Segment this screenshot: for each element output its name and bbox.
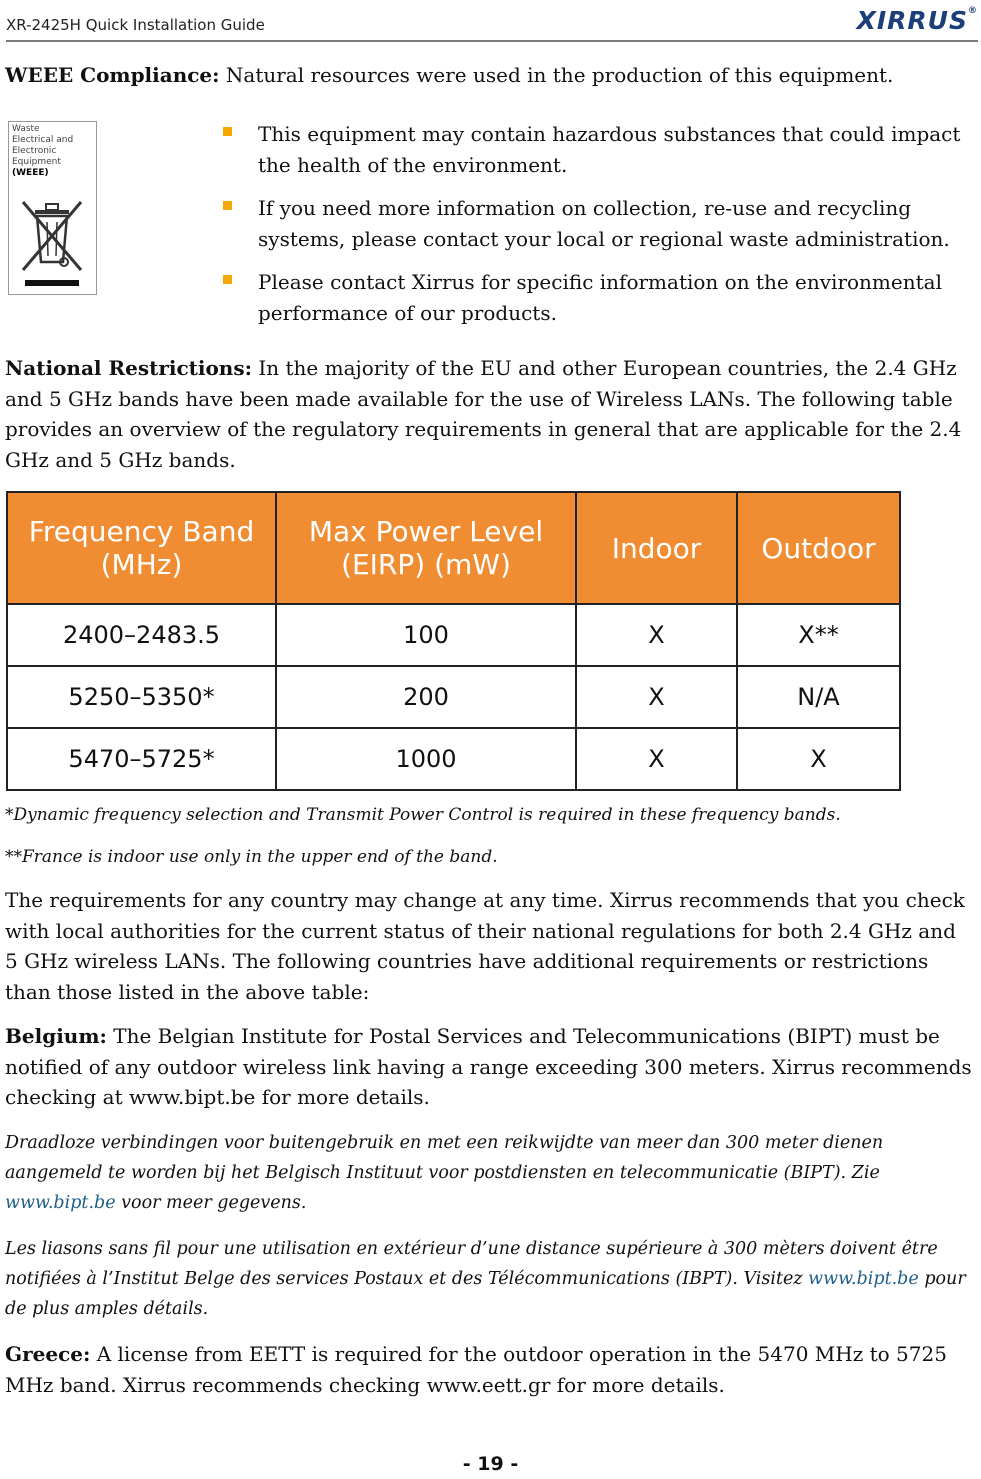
page-header xyxy=(6,0,978,42)
national-restrictions-paragraph xyxy=(5,353,973,475)
requirements-paragraph: The requirements for any country may change at any time. Xirrus recommends that you check with local authorities for the current status of their national regulations for both 2.4 GHz and 5 GHz wireless LANs. The following countries have additional requirements or restrictions than those listed in the above table: xyxy=(5,888,965,1004)
table-cell: X xyxy=(576,604,737,666)
belgium-label: Belgium: xyxy=(5,1024,107,1048)
weee-icon-text xyxy=(12,124,94,179)
french-text-end: pour de plus amples détails. xyxy=(5,1269,966,1319)
weee-icon-line: Waste xyxy=(12,124,40,134)
list-item xyxy=(220,119,970,180)
weee-bullet-list xyxy=(220,119,970,341)
french-text: Les liasons sans fil pour une utilisation en extérieur d’une distance supérieure à 300 mèters doivent être notifiées à l’Institut Belge des services Postaux et des Télécommunications (IBPT). Visitez xyxy=(5,1239,938,1289)
belgium-dutch-paragraph xyxy=(5,1128,970,1218)
table-cell: 1000 xyxy=(276,728,576,790)
table-header-cell: Outdoor xyxy=(737,492,900,604)
national-text: In the majority of the EU and other European countries, the 2.4 GHz and 5 GHz bands have been made available for the use of Wireless LANs. The following table provides an overview of the regulatory requirements in general that are applicable for the 2.4 GHz and 5 GHz bands. xyxy=(5,356,962,472)
weee-text: Natural resources were used in the production of this equipment. xyxy=(225,63,894,87)
frequency-table xyxy=(6,491,901,791)
crossed-bin-icon xyxy=(17,192,87,290)
table-cell: X xyxy=(737,728,900,790)
bullet-text: This equipment may contain hazardous substances that could impact the health of the environment. xyxy=(258,122,961,177)
bullet-text: Please contact Xirrus for specific information on the environmental performance of our products. xyxy=(258,270,942,325)
table-header-cell: Max Power Level (EIRP) (mW) xyxy=(276,492,576,604)
national-label: National Restrictions: xyxy=(5,356,252,380)
belgium-french-paragraph xyxy=(5,1234,970,1324)
weee-icon-line: Electronic xyxy=(12,146,57,156)
bullet-square-icon xyxy=(223,127,232,136)
greece-label: Greece: xyxy=(5,1342,91,1366)
weee-icon-line: (WEEE) xyxy=(12,168,49,178)
list-item xyxy=(220,267,970,328)
belgium-text: The Belgian Institute for Postal Services and Telecommunications (BIPT) must be notified of any outdoor wireless link having a range exceeding 300 meters. Xirrus recommends checking at www.bipt.be for more details. xyxy=(5,1024,972,1109)
weee-bin-icon xyxy=(8,121,97,295)
logo-trademark: ® xyxy=(968,6,978,16)
bipt-link[interactable]: www.bipt.be xyxy=(808,1269,919,1289)
bipt-link[interactable]: www.bipt.be xyxy=(5,1193,116,1213)
table-cell: 5250–5350* xyxy=(7,666,276,728)
footnote-mark: * xyxy=(5,805,14,825)
table-row xyxy=(7,728,900,790)
table-cell: X xyxy=(576,728,737,790)
xirrus-logo xyxy=(857,6,978,35)
table-cell: 200 xyxy=(276,666,576,728)
greece-text: A license from EETT is required for the outdoor operation in the 5470 MHz to 5725 MHz band. Xirrus recommends checking www.eett.gr for more details. xyxy=(5,1342,947,1397)
table-cell: 100 xyxy=(276,604,576,666)
table-row xyxy=(7,604,900,666)
table-cell: N/A xyxy=(737,666,900,728)
page-number: - 19 - xyxy=(462,1453,519,1475)
bullet-square-icon xyxy=(223,275,232,284)
table-cell: 5470–5725* xyxy=(7,728,276,790)
header-title: XR-2425H Quick Installation Guide xyxy=(6,16,265,34)
bullet-text: If you need more information on collection, re-use and recycling systems, please contact your local or regional waste administration. xyxy=(258,196,950,251)
weee-label: WEEE Compliance: xyxy=(5,63,220,87)
belgium-paragraph xyxy=(5,1021,973,1113)
greece-paragraph xyxy=(5,1339,973,1400)
footnote-france: **France is indoor use only in the upper end of the band. xyxy=(5,847,498,867)
bullet-square-icon xyxy=(223,201,232,210)
dutch-text: Draadloze verbindingen voor buitengebruik en met een reikwijdte van meer dan 300 meter dienen aangemeld te worden bij het Belgisch Instituut voor postdiensten en telecommunicatie (BIPT). Zie xyxy=(5,1133,884,1183)
weee-icon-line: Equipment xyxy=(12,157,61,167)
table-cell: X xyxy=(576,666,737,728)
table-header-cell: Frequency Band (MHz) xyxy=(7,492,276,604)
footnote-dfs-text: Dynamic frequency selection and Transmit Power Control is required in these frequency bands. xyxy=(13,805,841,825)
table-cell: 2400–2483.5 xyxy=(7,604,276,666)
weee-icon-line: Electrical and xyxy=(12,135,74,145)
table-header-cell: Indoor xyxy=(576,492,737,604)
weee-paragraph xyxy=(5,60,973,91)
logo-text: XIRRUS xyxy=(856,6,968,35)
table-cell: X** xyxy=(737,604,900,666)
table-header-row xyxy=(7,492,900,604)
dutch-text-end: voor meer gegevens. xyxy=(121,1193,307,1213)
footnote-dfs xyxy=(5,803,965,827)
table-row xyxy=(7,666,900,728)
list-item xyxy=(220,193,970,254)
